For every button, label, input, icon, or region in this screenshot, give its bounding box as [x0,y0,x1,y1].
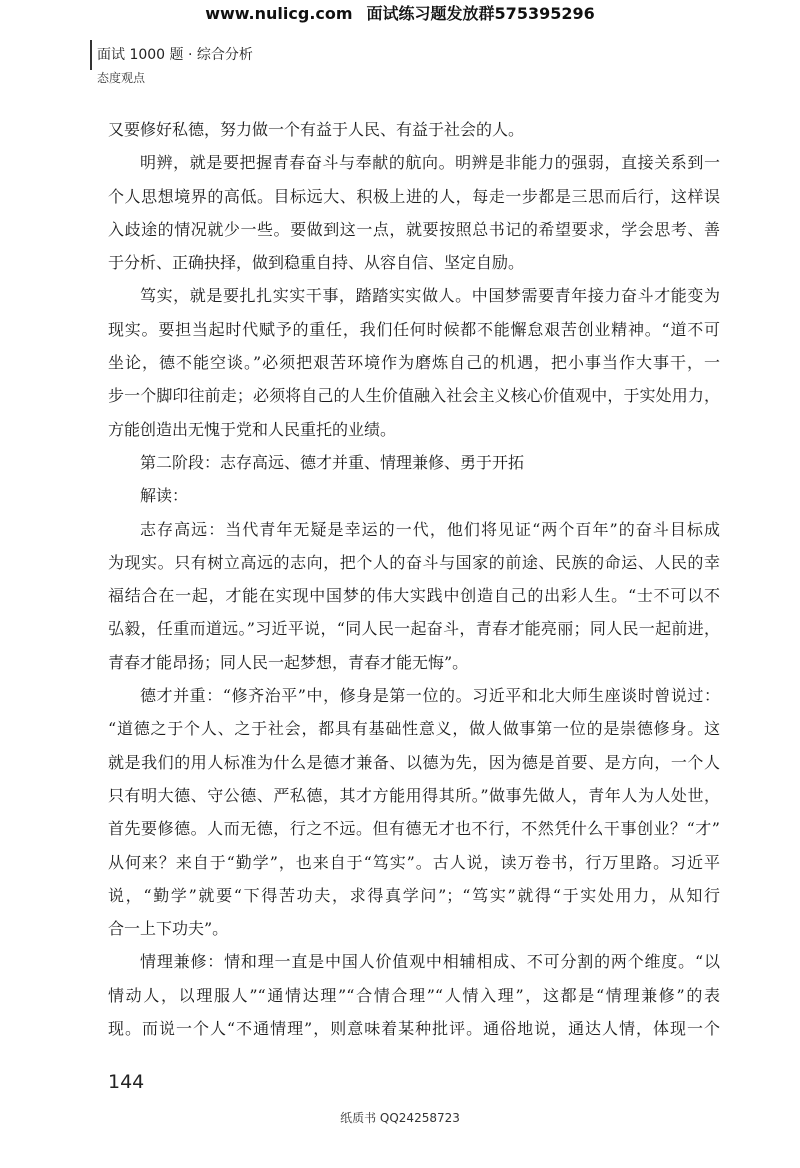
banner-group: 面试练习题发放群575395296 [366,4,595,23]
section-heading [108,446,720,479]
body-line: 现。而说一个人“不通情理”，则意味着某种批评。通俗地说，通达人情，体现一个 [108,1019,720,1039]
body-line: 就是我们的用人标准为什么是德才兼备、以德为先，因为德是首要、是方向，一个人 [108,752,720,772]
body-line: 又要修好私德，努力做一个有益于人民、有益于社会的人。 [108,120,525,139]
paragraph [108,679,720,945]
body-line: 第二阶段：志存高远、德才并重、情理兼修、勇于开拓 [140,452,525,472]
body-line: 入歧途的情况就少一些。要做到这一点，就要按照总书记的希望要求，学会思考、善 [108,219,720,239]
body-line: 青春才能昂扬；同人民一起梦想，青春才能无悔”。 [108,652,469,672]
paragraph [108,945,720,1045]
body-line: “道德之于个人、之于社会，都具有基础性意义，做人做事第一位的是崇德修身。这 [108,719,720,739]
paragraph [108,113,720,146]
body-line: 笃实，就是要扎扎实实干事，踏踏实实做人。中国梦需要青年接力奋斗才能变为 [140,286,720,306]
body-line: 只有明大德、守公德、严私德，其才方能用得其所。”做事先做人，青年人为人处世， [108,785,720,805]
body-line: 于分析、正确抉择，做到稳重自持、从容自信、坚定自励。 [108,253,525,273]
running-head-bar [90,40,92,70]
body-line: 解读： [140,486,189,506]
body-line: 弘毅，任重而道远。”习近平说，“同人民一起奋斗，青春才能亮丽；同人民一起前进， [108,619,720,639]
body-line: 从何来？来自于“勤学”，也来自于“笃实”。古人说，读万卷书，行万里路。习近平 [108,852,720,872]
body-line: 志存高远：当代青年无疑是幸运的一代，他们将见证“两个百年”的奋斗目标成 [140,519,720,539]
body-text [108,113,720,1045]
body-line: 方能创造出无愧于党和人民重托的业绩。 [108,419,397,439]
paragraph [108,279,720,445]
body-line: 情动人，以理服人”“通情达理”“合情合理”“人情入理”，这都是“情理兼修”的表 [108,985,720,1005]
footer-note: 纸质书 QQ24258723 [340,1111,460,1125]
paragraph [108,146,720,279]
body-line: 个人思想境界的高低。目标远大、积极上进的人，每走一步都是三思而后行，这样误 [108,186,720,206]
paragraph [108,513,720,679]
body-line: 为现实。只有树立高远的志向，把个人的奋斗与国家的前途、民族的命运、人民的幸 [108,552,720,572]
body-line: 合一上下功夫”。 [108,919,229,939]
top-banner [0,3,800,25]
paragraph [108,479,720,512]
body-line: 现实。要担当起时代赋予的重任，我们任何时候都不能懈怠艰苦创业精神。“道不可 [108,319,720,339]
running-head-section: 态度观点 [97,71,146,85]
running-head-title: 面试 1000 题 · 综合分析 [97,47,253,63]
body-line: 步一个脚印往前走；必须将自己的人生价值融入社会主义核心价值观中，于实处用力， [108,386,720,406]
body-line: 首先要修德。人而无德，行之不远。但有德无才也不行，不然凭什么干事创业？“才” [108,819,720,839]
page-number: 144 [108,1071,145,1093]
banner-site: www.nulicg.com [205,4,353,23]
body-line: 福结合在一起，才能在实现中国梦的伟大实践中创造自己的出彩人生。“士不可以不 [108,586,720,606]
body-line: 坐论，德不能空谈。”必须把艰苦环境作为磨炼自己的机遇，把小事当作大事干，一 [108,353,720,373]
body-line: 明辨，就是要把握青春奋斗与奉献的航向。明辨是非能力的强弱，直接关系到一 [140,153,720,173]
body-line: 说，“勤学”就要“下得苦功夫，求得真学问”；“笃实”就得“于实处用力，从知行 [108,885,720,905]
body-line: 情理兼修：情和理一直是中国人价值观中相辅相成、不可分割的两个维度。“以 [140,952,720,972]
body-line: 德才并重：“修齐治平”中，修身是第一位的。习近平和北大师生座谈时曾说过： [140,686,720,706]
